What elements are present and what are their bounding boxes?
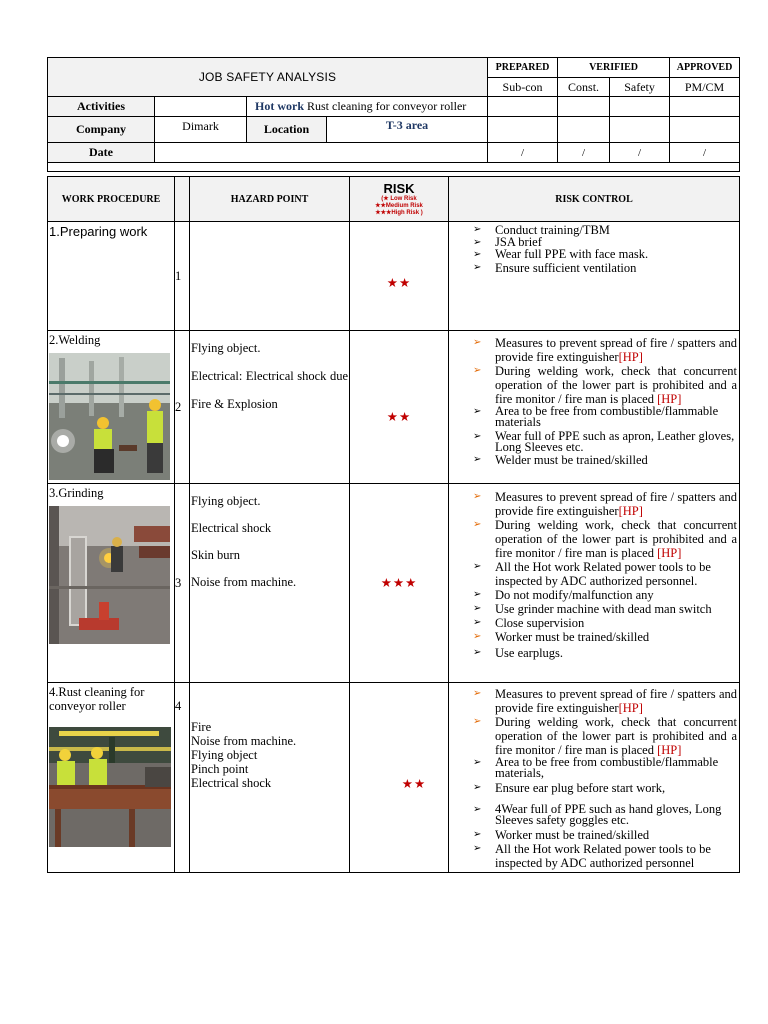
risk-control-cell — [449, 331, 740, 484]
hazard-item: Skin burn — [191, 548, 240, 562]
risk-control-list — [449, 336, 739, 467]
safety-label: Safety — [610, 78, 670, 97]
col-hazard-point: HAZARD POINT — [190, 177, 350, 222]
date-slash-safety: / — [610, 143, 670, 163]
list-item: ➢ Area to be free from combustible/flammable materials, — [473, 755, 719, 780]
hazard-item: Flying object. — [191, 494, 261, 508]
hazard-cell — [190, 683, 350, 873]
procedure-label: 1.Preparing work — [49, 224, 148, 239]
risk-rating: ★★ — [350, 683, 449, 873]
procedure-label: 3.Grinding — [49, 486, 104, 500]
list-item: ➢ JSA brief — [473, 235, 542, 249]
hazard-item: Noise from machine. — [191, 575, 297, 589]
activities-blank — [155, 97, 247, 117]
hazard-item: Electrical shock — [191, 776, 272, 790]
row-number: 2 — [175, 331, 190, 484]
risk-legend-low: (★ Low Risk — [381, 196, 417, 202]
document-title: JOB SAFETY ANALYSIS — [48, 58, 488, 97]
activities-label: Activities — [48, 97, 155, 117]
list-item: ➢ Measures to prevent spread of fire / spatters and provide fire extinguisher[HP] — [473, 490, 737, 518]
rust-cleaning-photo — [49, 727, 171, 847]
hp-tag: [HP] — [618, 504, 643, 518]
procedure-label: 4.Rust cleaning for conveyor roller — [49, 685, 145, 713]
hazard-cell — [190, 222, 350, 331]
header-spacer — [48, 163, 740, 172]
list-item: ➢ All the Hot work Related power tools to be inspected by ADC authorized personnel — [473, 842, 711, 870]
row-number: 4 — [175, 683, 190, 873]
activities-value — [247, 97, 488, 117]
list-item: ➢ During welding work, check that concurrent operation of the lower part is prohibited and a fire monitor / fire man is placed [HP] — [473, 715, 737, 757]
date-slash-pmcm: / — [670, 143, 740, 163]
sign-safety-1 — [610, 97, 670, 117]
col-risk — [350, 177, 449, 222]
table-row — [48, 222, 740, 331]
risk-control-cell — [449, 683, 740, 873]
risk-rating: ★★★ — [350, 484, 449, 683]
list-item: ➢ Use earplugs. — [473, 646, 564, 660]
list-item: ➢ Conduct training/TBM — [473, 223, 610, 237]
hp-tag: [HP] — [618, 701, 643, 715]
date-slash-const: / — [558, 143, 610, 163]
sign-const-1 — [558, 97, 610, 117]
sign-const-2 — [558, 117, 610, 143]
list-item: ➢ Worker must be trained/skilled — [473, 630, 650, 644]
date-value — [155, 143, 488, 163]
sub-con-label: Sub-con — [488, 78, 558, 97]
hp-tag: [HP] — [657, 546, 682, 560]
jsa-main-table — [47, 176, 740, 873]
risk-rating: ★★ — [350, 331, 449, 484]
procedure-cell — [48, 331, 175, 484]
location-label: Location — [247, 117, 327, 143]
sign-safety-2 — [610, 117, 670, 143]
table-row — [48, 484, 740, 683]
hazard-item: Flying object. — [191, 341, 261, 355]
hp-tag: [HP] — [657, 743, 682, 757]
procedure-label: 2.Welding — [49, 333, 101, 347]
procedure-cell — [48, 222, 175, 331]
welding-photo — [49, 353, 170, 480]
list-item: ➢ Worker must be trained/skilled — [473, 828, 650, 842]
list-item: ➢ During welding work, check that concurrent operation of the lower part is prohibited and a fire monitor / fire man is placed [HP] — [473, 518, 737, 560]
risk-legend-high: ★★★High Risk ) — [375, 210, 423, 216]
sign-prepared-2 — [488, 117, 558, 143]
table-row — [48, 331, 740, 484]
verified-label: VERIFIED — [558, 58, 670, 78]
hazard-item: Electrical shock — [191, 521, 272, 535]
risk-control-cell — [449, 484, 740, 683]
list-item: ➢ All the Hot work Related power tools to be inspected by ADC authorized personnel. — [473, 560, 711, 588]
risk-control-list — [449, 223, 739, 275]
hazard-cell — [190, 331, 350, 484]
row-number: 3 — [175, 484, 190, 683]
list-item: ➢ During welding work, check that concurrent operation of the lower part is prohibited and a fire monitor / fire man is placed [HP] — [473, 364, 737, 406]
location-value: T-3 area — [327, 117, 488, 143]
risk-control-list — [449, 490, 739, 660]
hazard-item: Electrical: Electrical shock due — [191, 369, 348, 383]
hot-work-tag: Hot work — [255, 99, 304, 113]
col-work-procedure: WORK PROCEDURE — [48, 177, 175, 222]
const-label: Const. — [558, 78, 610, 97]
date-slash-prepared: / — [488, 143, 558, 163]
hazard-cell — [190, 484, 350, 683]
hazard-item: Flying object — [191, 748, 258, 762]
hazard-item: Fire & Explosion — [191, 397, 278, 411]
company-label: Company — [48, 117, 155, 143]
jsa-header-table — [47, 57, 740, 172]
list-item: ➢ Wear full PPE with face mask. — [473, 247, 649, 261]
list-item: ➢ Do not modify/malfunction any — [473, 588, 654, 602]
col-risk-control: RISK CONTROL — [449, 177, 740, 222]
risk-legend-medium: ★★Medium Risk — [375, 203, 423, 209]
list-item: ➢ Measures to prevent spread of fire / spatters and provide fire extinguisher[HP] — [473, 687, 737, 715]
activity-text: Rust cleaning for conveyor roller — [307, 99, 467, 113]
risk-control-cell — [449, 222, 740, 331]
row-number: 1 — [175, 222, 190, 331]
risk-rating: ★★ — [350, 222, 449, 331]
hazard-item: Pinch point — [191, 762, 249, 776]
list-item: ➢ Use grinder machine with dead man switch — [473, 602, 712, 616]
col-number — [175, 177, 190, 222]
sign-pmcm-2 — [670, 117, 740, 143]
risk-heading: RISK — [383, 181, 415, 196]
hazard-item: Noise from machine. — [191, 734, 297, 748]
list-item: ➢ Close supervision — [473, 616, 585, 630]
hazard-item: Fire — [191, 720, 212, 734]
procedure-cell — [48, 683, 175, 873]
list-item: ➢ Area to be free from combustible/flammable materials — [473, 404, 719, 429]
company-value: Dimark — [155, 117, 247, 143]
list-item: ➢ Welder must be trained/skilled — [473, 453, 648, 467]
approved-label: APPROVED — [670, 58, 740, 78]
pm-cm-label: PM/CM — [670, 78, 740, 97]
grinding-photo — [49, 506, 170, 644]
procedure-cell — [48, 484, 175, 683]
date-label: Date — [48, 143, 155, 163]
list-item: ➢ Ensure ear plug before start work, — [473, 781, 666, 795]
risk-control-list — [449, 687, 739, 870]
list-item: ➢ 4Wear full of PPE such as hand gloves, Long Sleeves safety goggles etc. — [473, 802, 722, 827]
prepared-label: PREPARED — [488, 58, 558, 78]
hp-tag: [HP] — [657, 392, 682, 406]
hp-tag: [HP] — [618, 350, 643, 364]
list-item: ➢ Ensure sufficient ventilation — [473, 261, 637, 275]
sign-pmcm-1 — [670, 97, 740, 117]
list-item: ➢ Measures to prevent spread of fire / spatters and provide fire extinguisher[HP] — [473, 336, 737, 364]
table-row — [48, 683, 740, 873]
sign-prepared-1 — [488, 97, 558, 117]
list-item: ➢ Wear full of PPE such as apron, Leather gloves, Long Sleeves etc. — [473, 429, 735, 454]
